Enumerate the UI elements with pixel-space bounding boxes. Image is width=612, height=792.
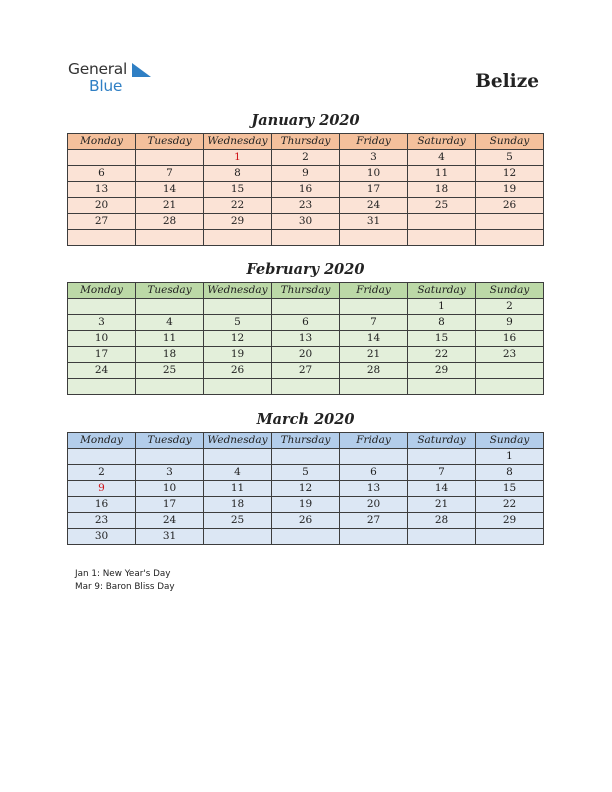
week-row <box>68 166 544 182</box>
day-cell: 24 <box>340 198 408 214</box>
day-cell: 5 <box>204 315 272 331</box>
week-row <box>68 150 544 166</box>
logo-text-blue: Blue <box>89 77 123 95</box>
logo <box>68 60 168 100</box>
day-cell <box>204 449 272 465</box>
day-cell <box>204 529 272 545</box>
day-cell <box>340 529 408 545</box>
week-row <box>68 363 544 379</box>
day-cell: 26 <box>476 198 544 214</box>
weekday-header: Friday <box>340 433 408 449</box>
day-cell: 15 <box>408 331 476 347</box>
day-cell <box>136 449 204 465</box>
country-title: Belize <box>475 71 539 92</box>
day-cell <box>476 529 544 545</box>
day-cell <box>476 363 544 379</box>
day-cell: 30 <box>68 529 136 545</box>
weekday-header: Sunday <box>476 134 544 150</box>
logo-triangle-icon <box>132 63 152 77</box>
day-cell: 20 <box>340 497 408 513</box>
week-row <box>68 497 544 513</box>
day-cell: 25 <box>408 198 476 214</box>
day-cell: 25 <box>136 363 204 379</box>
day-cell: 2 <box>68 465 136 481</box>
day-cell: 12 <box>204 331 272 347</box>
day-cell: 10 <box>340 166 408 182</box>
day-cell <box>68 379 136 395</box>
day-cell <box>340 230 408 246</box>
weekday-header: Monday <box>68 433 136 449</box>
weekday-header-row <box>68 283 544 299</box>
day-cell: 19 <box>476 182 544 198</box>
day-cell: 22 <box>204 198 272 214</box>
day-cell: 16 <box>272 182 340 198</box>
day-cell <box>204 299 272 315</box>
day-cell: 20 <box>272 347 340 363</box>
week-row <box>68 230 544 246</box>
week-row <box>68 182 544 198</box>
day-cell <box>340 449 408 465</box>
weekday-header: Wednesday <box>204 433 272 449</box>
day-cell: 14 <box>340 331 408 347</box>
weekday-header: Saturday <box>408 134 476 150</box>
weekday-header-row <box>68 433 544 449</box>
day-cell: 1 <box>204 150 272 166</box>
day-cell <box>408 449 476 465</box>
day-cell: 16 <box>68 497 136 513</box>
day-cell <box>272 230 340 246</box>
day-cell <box>136 299 204 315</box>
weekday-header: Saturday <box>408 433 476 449</box>
holiday-item: Mar 9: Baron Bliss Day <box>75 582 175 592</box>
week-row <box>68 315 544 331</box>
day-cell: 16 <box>476 331 544 347</box>
day-cell: 15 <box>204 182 272 198</box>
day-cell: 21 <box>340 347 408 363</box>
logo-text-general: General <box>68 60 127 78</box>
day-cell: 10 <box>68 331 136 347</box>
month-title: January 2020 <box>251 112 360 129</box>
day-cell <box>68 449 136 465</box>
week-row <box>68 214 544 230</box>
day-cell: 26 <box>272 513 340 529</box>
day-cell: 24 <box>68 363 136 379</box>
day-cell: 29 <box>204 214 272 230</box>
month-march <box>67 408 544 545</box>
day-cell: 28 <box>340 363 408 379</box>
weekday-header: Thursday <box>272 134 340 150</box>
day-cell: 10 <box>136 481 204 497</box>
day-cell: 26 <box>204 363 272 379</box>
day-cell <box>136 379 204 395</box>
weekday-header: Friday <box>340 283 408 299</box>
day-cell: 13 <box>68 182 136 198</box>
day-cell <box>68 299 136 315</box>
day-cell: 24 <box>136 513 204 529</box>
week-row <box>68 331 544 347</box>
day-cell: 1 <box>476 449 544 465</box>
day-cell: 9 <box>476 315 544 331</box>
calendar-table <box>67 282 544 395</box>
weekday-header: Sunday <box>476 433 544 449</box>
day-cell <box>408 529 476 545</box>
day-cell: 11 <box>136 331 204 347</box>
month-january <box>67 109 544 246</box>
day-cell: 6 <box>68 166 136 182</box>
day-cell <box>68 150 136 166</box>
day-cell: 22 <box>476 497 544 513</box>
day-cell: 19 <box>204 347 272 363</box>
calendar-table <box>67 432 544 545</box>
day-cell <box>476 379 544 395</box>
day-cell: 19 <box>272 497 340 513</box>
weekday-header: Wednesday <box>204 283 272 299</box>
day-cell: 1 <box>408 299 476 315</box>
day-cell: 2 <box>476 299 544 315</box>
weekday-header: Tuesday <box>136 433 204 449</box>
day-cell: 18 <box>408 182 476 198</box>
weekday-header: Thursday <box>272 433 340 449</box>
holiday-item: Jan 1: New Year's Day <box>75 569 171 579</box>
day-cell: 14 <box>408 481 476 497</box>
day-cell: 5 <box>476 150 544 166</box>
day-cell <box>408 230 476 246</box>
day-cell: 6 <box>340 465 408 481</box>
week-row <box>68 347 544 363</box>
day-cell: 28 <box>408 513 476 529</box>
day-cell <box>476 230 544 246</box>
week-row <box>68 299 544 315</box>
day-cell <box>272 529 340 545</box>
day-cell <box>408 214 476 230</box>
day-cell: 21 <box>136 198 204 214</box>
day-cell <box>272 449 340 465</box>
day-cell: 8 <box>408 315 476 331</box>
weekday-header: Monday <box>68 134 136 150</box>
day-cell <box>136 150 204 166</box>
day-cell: 11 <box>408 166 476 182</box>
day-cell: 6 <box>272 315 340 331</box>
day-cell: 9 <box>68 481 136 497</box>
day-cell: 9 <box>272 166 340 182</box>
month-title: February 2020 <box>246 261 365 278</box>
day-cell: 4 <box>408 150 476 166</box>
day-cell: 14 <box>136 182 204 198</box>
day-cell <box>340 299 408 315</box>
day-cell: 23 <box>272 198 340 214</box>
day-cell: 2 <box>272 150 340 166</box>
day-cell <box>408 379 476 395</box>
day-cell: 7 <box>136 166 204 182</box>
weekday-header: Saturday <box>408 283 476 299</box>
day-cell <box>340 379 408 395</box>
day-cell: 18 <box>204 497 272 513</box>
weekday-header: Sunday <box>476 283 544 299</box>
day-cell: 27 <box>68 214 136 230</box>
day-cell: 7 <box>340 315 408 331</box>
weekday-header: Friday <box>340 134 408 150</box>
day-cell: 20 <box>68 198 136 214</box>
day-cell: 28 <box>136 214 204 230</box>
day-cell <box>272 299 340 315</box>
day-cell: 11 <box>204 481 272 497</box>
day-cell: 21 <box>408 497 476 513</box>
day-cell: 17 <box>68 347 136 363</box>
day-cell: 31 <box>340 214 408 230</box>
week-row <box>68 465 544 481</box>
weekday-header-row <box>68 134 544 150</box>
week-row <box>68 481 544 497</box>
day-cell: 17 <box>136 497 204 513</box>
holiday-list <box>75 568 175 594</box>
day-cell: 29 <box>408 363 476 379</box>
day-cell: 13 <box>340 481 408 497</box>
day-cell: 22 <box>408 347 476 363</box>
month-february <box>67 258 544 395</box>
weekday-header: Tuesday <box>136 283 204 299</box>
day-cell: 3 <box>68 315 136 331</box>
day-cell: 8 <box>204 166 272 182</box>
day-cell <box>204 379 272 395</box>
day-cell: 3 <box>340 150 408 166</box>
day-cell: 13 <box>272 331 340 347</box>
week-row <box>68 198 544 214</box>
day-cell: 27 <box>272 363 340 379</box>
day-cell: 23 <box>68 513 136 529</box>
week-row <box>68 449 544 465</box>
weekday-header: Wednesday <box>204 134 272 150</box>
day-cell: 5 <box>272 465 340 481</box>
day-cell: 18 <box>136 347 204 363</box>
week-row <box>68 513 544 529</box>
day-cell <box>68 230 136 246</box>
weekday-header: Thursday <box>272 283 340 299</box>
calendar-table <box>67 133 544 246</box>
day-cell <box>204 230 272 246</box>
day-cell: 27 <box>340 513 408 529</box>
day-cell: 23 <box>476 347 544 363</box>
day-cell: 3 <box>136 465 204 481</box>
day-cell: 12 <box>476 166 544 182</box>
day-cell: 7 <box>408 465 476 481</box>
day-cell: 30 <box>272 214 340 230</box>
day-cell: 15 <box>476 481 544 497</box>
day-cell: 17 <box>340 182 408 198</box>
day-cell: 4 <box>136 315 204 331</box>
day-cell: 4 <box>204 465 272 481</box>
week-row <box>68 379 544 395</box>
day-cell <box>476 214 544 230</box>
day-cell: 8 <box>476 465 544 481</box>
day-cell: 12 <box>272 481 340 497</box>
weekday-header: Monday <box>68 283 136 299</box>
day-cell: 31 <box>136 529 204 545</box>
day-cell: 25 <box>204 513 272 529</box>
weekday-header: Tuesday <box>136 134 204 150</box>
week-row <box>68 529 544 545</box>
day-cell: 29 <box>476 513 544 529</box>
day-cell <box>136 230 204 246</box>
month-title: March 2020 <box>256 411 355 428</box>
day-cell <box>272 379 340 395</box>
